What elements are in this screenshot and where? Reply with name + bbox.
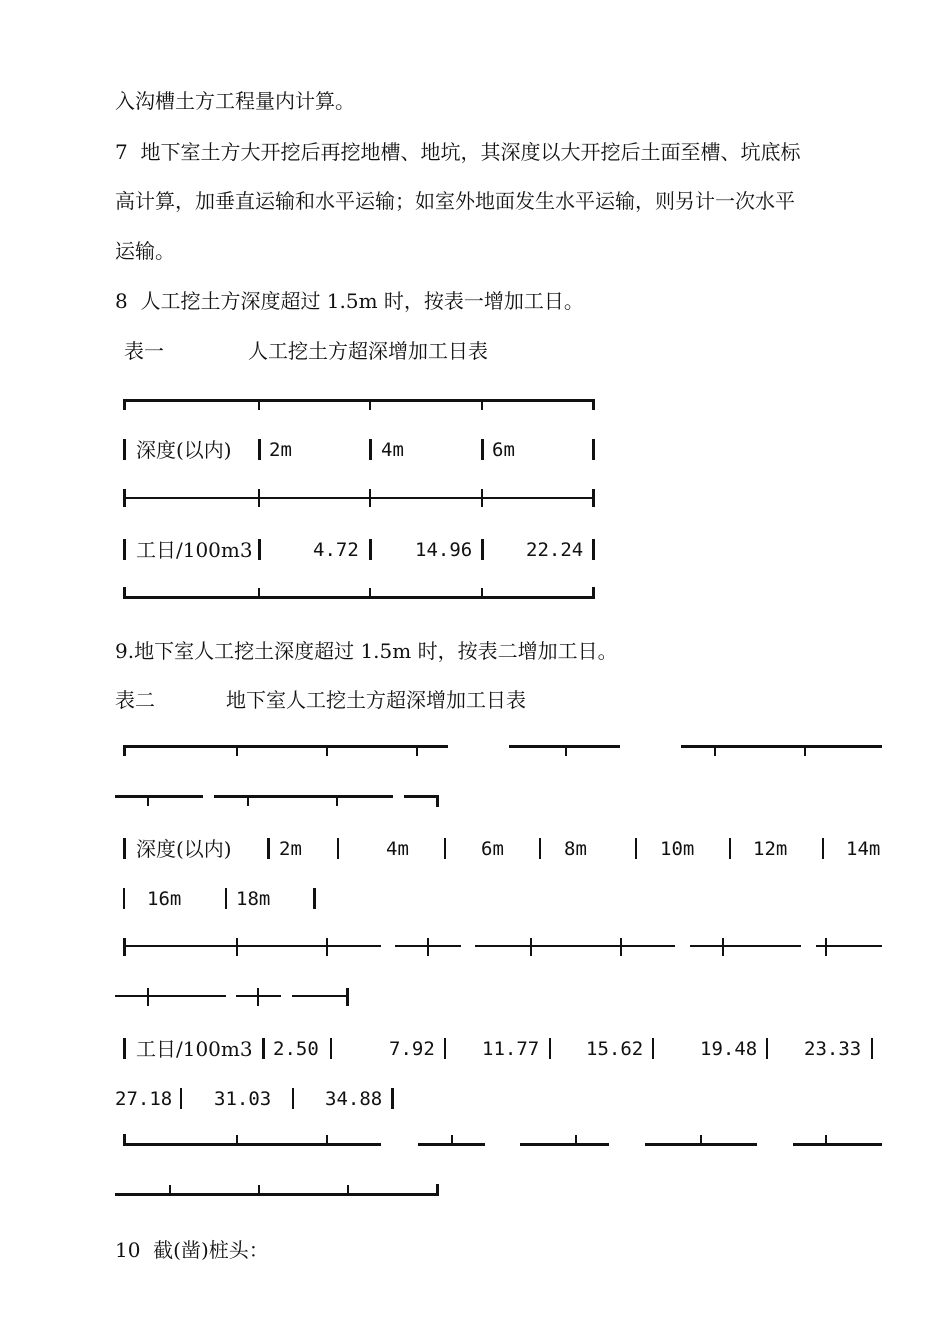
table2-vline <box>549 1038 551 1059</box>
table2-corner-tl <box>123 745 126 756</box>
table2-depth-18m: 18m <box>236 888 271 910</box>
table2-vline <box>313 888 316 909</box>
table2-vline <box>123 888 125 909</box>
table2-depth-4m: 4m <box>386 838 409 860</box>
table2-depth-6m: 6m <box>481 838 504 860</box>
table2-value-2m: 2.50 <box>273 1038 319 1060</box>
table2-tick <box>565 747 567 756</box>
table2-cross <box>530 938 532 956</box>
table2-vline <box>444 838 446 859</box>
table1-bottom-border <box>123 596 595 599</box>
table2-vline <box>391 1088 394 1109</box>
table1-header-label: 深度(以内) <box>136 438 232 462</box>
table2-tick <box>804 747 806 756</box>
table2-tick <box>451 1135 453 1144</box>
table2-vline <box>635 838 637 859</box>
table2-tick <box>236 747 238 756</box>
table2-vline <box>267 838 270 859</box>
table2-border-segment <box>404 795 439 798</box>
table2-vline <box>871 1038 873 1059</box>
table1-vline <box>369 439 372 460</box>
table2-vline <box>330 1038 332 1059</box>
table1-row-label: 工日/100m3 <box>136 538 253 562</box>
table1-label: 表一 <box>124 339 164 363</box>
table1-vline <box>481 439 484 460</box>
table2-tick <box>247 797 249 806</box>
table1-cross <box>258 489 260 507</box>
table2-border-segment <box>520 1143 609 1146</box>
paragraph-10: 10 截(凿)桩头： <box>115 1238 269 1262</box>
table2-tick <box>326 747 328 756</box>
table2-tick <box>258 1185 260 1194</box>
table2-value-18m: 34.88 <box>325 1088 383 1110</box>
table2-depth-12m: 12m <box>753 838 788 860</box>
table1-vline <box>258 439 261 460</box>
paragraph-6-end: 入沟槽土方工程量内计算。 <box>115 89 355 113</box>
paragraph-7-line-2: 高计算，加垂直运输和水平运输；如室外地面发生水平运输，则另计一次水平 <box>115 189 795 213</box>
paragraph-8: 8 人工挖土方深度超过 1.5m 时，按表一增加工日。 <box>115 289 584 313</box>
table1-vline <box>123 439 126 460</box>
table2-border-segment <box>690 945 801 947</box>
table2-vline <box>766 1038 768 1059</box>
table2-vline <box>225 888 227 909</box>
table2-tick <box>714 747 716 756</box>
table2-value-14m: 27.18 <box>115 1088 173 1110</box>
table1-corner-bl <box>123 587 126 599</box>
table2-tick <box>825 1135 827 1144</box>
table2-cross <box>620 938 622 956</box>
table1-title: 人工挖土方超深增加工日表 <box>248 339 488 363</box>
table1-vline <box>369 539 372 560</box>
table2-vline <box>123 1038 126 1059</box>
table2-label: 表二 <box>115 688 155 712</box>
table2-vline <box>652 1038 654 1059</box>
table2-border-segment <box>115 795 203 798</box>
table2-title: 地下室人工挖土方超深增加工日表 <box>226 688 526 712</box>
table2-cross <box>346 988 349 1006</box>
table2-tick <box>169 1185 171 1194</box>
table1-vline <box>592 439 595 460</box>
table1-mid-border <box>123 497 595 499</box>
table2-tick <box>700 1135 702 1144</box>
table2-vline <box>123 838 126 859</box>
table1-tick <box>369 588 371 597</box>
table2-depth-14m: 14m <box>846 838 881 860</box>
table2-cross <box>257 988 259 1006</box>
table2-value-8m: 15.62 <box>586 1038 644 1060</box>
table2-tick <box>347 1185 349 1194</box>
table2-cross <box>825 938 827 956</box>
table2-value-12m: 23.33 <box>804 1038 862 1060</box>
table2-tick <box>326 1135 328 1144</box>
table2-cross <box>722 938 724 956</box>
table1-value-4m: 14.96 <box>415 539 473 561</box>
table2-depth-10m: 10m <box>660 838 695 860</box>
table2-row-label: 工日/100m3 <box>136 1037 253 1061</box>
table1-value-2m: 4.72 <box>313 539 359 561</box>
table2-border-segment <box>793 1143 882 1146</box>
table2-border-segment <box>681 745 882 748</box>
table1-tick <box>481 401 483 410</box>
table1-vline <box>592 539 595 560</box>
table2-corner-br <box>436 1184 439 1196</box>
table2-border-segment <box>292 995 347 997</box>
table1-tick <box>481 588 483 597</box>
table1-depth-2m: 2m <box>269 439 292 461</box>
table2-tick <box>236 1135 238 1144</box>
table1-top-border <box>123 399 595 402</box>
table1-depth-4m: 4m <box>381 439 404 461</box>
table2-value-4m: 7.92 <box>389 1038 435 1060</box>
paragraph-7-line-3: 运输。 <box>115 239 175 263</box>
table2-tick <box>147 797 149 806</box>
table2-vline <box>822 838 824 859</box>
table2-value-6m: 11.77 <box>482 1038 540 1060</box>
table1-tick <box>369 401 371 410</box>
table2-vline <box>262 1038 265 1059</box>
table2-cross <box>427 938 429 956</box>
table2-header-label: 深度(以内) <box>136 837 232 861</box>
table1-corner-br <box>592 587 595 599</box>
paragraph-9: 9.地下室人工挖土深度超过 1.5m 时，按表二增加工日。 <box>115 639 618 663</box>
table2-cross <box>147 988 149 1006</box>
table2-border-segment <box>475 945 675 947</box>
table2-border-segment <box>123 945 381 947</box>
table2-value-16m: 31.03 <box>214 1088 272 1110</box>
table2-depth-16m: 16m <box>147 888 182 910</box>
table2-border-segment <box>123 1143 381 1146</box>
table1-value-6m: 22.24 <box>526 539 584 561</box>
table1-tick <box>258 588 260 597</box>
table1-vline <box>123 539 126 560</box>
table2-value-10m: 19.48 <box>700 1038 758 1060</box>
table2-border-segment <box>123 745 448 748</box>
table1-cross <box>369 489 371 507</box>
table2-cross <box>236 938 238 956</box>
table2-vline <box>729 838 731 859</box>
table2-vline <box>292 1088 294 1109</box>
table2-border-segment <box>115 995 226 997</box>
table1-depth-6m: 6m <box>492 439 515 461</box>
table1-cross <box>592 489 595 507</box>
table1-cross <box>481 489 483 507</box>
table2-vline <box>180 1088 182 1109</box>
table2-depth-8m: 8m <box>564 838 587 860</box>
table1-corner-tl <box>123 399 126 410</box>
table2-border-segment <box>214 795 393 798</box>
paragraph-7-line-1: 7 地下室土方大开挖后再挖地槽、地坑，其深度以大开挖后土面至槽、坑底标 <box>115 140 801 164</box>
table2-vline <box>337 838 339 859</box>
table2-tick <box>416 747 418 756</box>
table2-vline <box>539 838 541 859</box>
table2-tick <box>336 797 338 806</box>
table2-border-segment <box>115 1193 439 1196</box>
table1-tick <box>258 401 260 410</box>
table2-depth-2m: 2m <box>279 838 302 860</box>
table1-cross <box>123 489 126 507</box>
table2-cross <box>326 938 328 956</box>
table2-corner-tr <box>436 795 439 807</box>
table2-vline <box>444 1038 446 1059</box>
table1-vline <box>481 539 484 560</box>
table2-cross <box>123 938 126 956</box>
table2-tick <box>575 1135 577 1144</box>
table1-vline <box>258 539 261 560</box>
table1-corner-tr <box>592 399 595 410</box>
